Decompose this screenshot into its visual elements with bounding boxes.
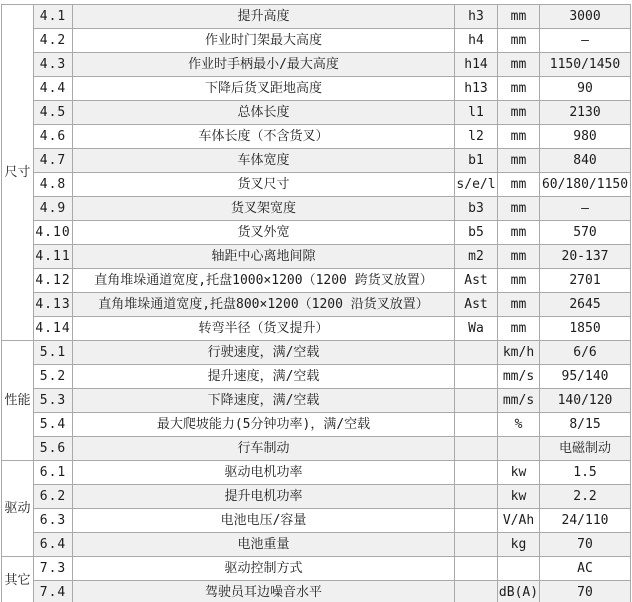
unit-cell: mm — [498, 197, 540, 221]
value-cell: 2645 — [540, 293, 631, 317]
description-cell: 货叉外宽 — [73, 221, 455, 245]
category-cell: 其它 — [2, 557, 34, 602]
table-row — [2, 509, 631, 533]
value-cell: 2.2 — [540, 485, 631, 509]
unit-cell: dB(A) — [498, 581, 540, 602]
unit-cell: mm — [498, 173, 540, 197]
table-row — [2, 365, 631, 389]
value-cell: 20-137 — [540, 245, 631, 269]
value-cell: 60/180/1150 — [540, 173, 631, 197]
unit-cell: mm — [498, 5, 540, 29]
unit-cell: mm — [498, 53, 540, 77]
symbol-cell: s/e/l — [455, 173, 498, 197]
symbol-cell: b1 — [455, 149, 498, 173]
table-row — [2, 437, 631, 461]
symbol-cell — [455, 509, 498, 533]
table-row — [2, 389, 631, 413]
category-cell: 驱动 — [2, 461, 34, 557]
table-row — [2, 533, 631, 557]
row-number-cell: 4.1 — [34, 5, 73, 29]
spec-table-body — [2, 5, 631, 602]
value-cell: 140/120 — [540, 389, 631, 413]
row-number-cell: 5.6 — [34, 437, 73, 461]
row-number-cell: 6.4 — [34, 533, 73, 557]
symbol-cell — [455, 389, 498, 413]
row-number-cell: 4.9 — [34, 197, 73, 221]
description-cell: 提升电机功率 — [73, 485, 455, 509]
symbol-cell — [455, 365, 498, 389]
table-row — [2, 245, 631, 269]
value-cell: 570 — [540, 221, 631, 245]
description-cell: 货叉架宽度 — [73, 197, 455, 221]
row-number-cell: 6.1 — [34, 461, 73, 485]
row-number-cell: 4.14 — [34, 317, 73, 341]
symbol-cell — [455, 533, 498, 557]
row-number-cell: 4.6 — [34, 125, 73, 149]
symbol-cell — [455, 461, 498, 485]
unit-cell: mm — [498, 317, 540, 341]
description-cell: 直角堆垛通道宽度,托盘800×1200（1200 沿货叉放置） — [73, 293, 455, 317]
unit-cell: km/h — [498, 341, 540, 365]
row-number-cell: 4.5 — [34, 101, 73, 125]
row-number-cell: 7.4 — [34, 581, 73, 602]
symbol-cell: h13 — [455, 77, 498, 101]
value-cell: 70 — [540, 533, 631, 557]
row-number-cell: 4.8 — [34, 173, 73, 197]
symbol-cell: Ast — [455, 293, 498, 317]
value-cell: 70 — [540, 581, 631, 602]
symbol-cell: h3 — [455, 5, 498, 29]
symbol-cell: Wa — [455, 317, 498, 341]
unit-cell: mm — [498, 29, 540, 53]
unit-cell: mm — [498, 269, 540, 293]
description-cell: 货叉尺寸 — [73, 173, 455, 197]
value-cell: – — [540, 29, 631, 53]
table-row — [2, 149, 631, 173]
row-number-cell: 7.3 — [34, 557, 73, 581]
symbol-cell: Ast — [455, 269, 498, 293]
table-row — [2, 485, 631, 509]
table-row — [2, 317, 631, 341]
value-cell: 8/15 — [540, 413, 631, 437]
value-cell: – — [540, 197, 631, 221]
description-cell: 行车制动 — [73, 437, 455, 461]
table-row — [2, 125, 631, 149]
unit-cell: % — [498, 413, 540, 437]
row-number-cell: 5.4 — [34, 413, 73, 437]
unit-cell: mm/s — [498, 389, 540, 413]
table-row — [2, 461, 631, 485]
symbol-cell — [455, 581, 498, 602]
value-cell: 2130 — [540, 101, 631, 125]
row-number-cell: 4.2 — [34, 29, 73, 53]
description-cell: 驱动控制方式 — [73, 557, 455, 581]
symbol-cell: h4 — [455, 29, 498, 53]
value-cell: 2701 — [540, 269, 631, 293]
value-cell: 1.5 — [540, 461, 631, 485]
unit-cell: mm — [498, 221, 540, 245]
value-cell: 电磁制动 — [540, 437, 631, 461]
unit-cell: mm — [498, 77, 540, 101]
row-number-cell: 4.4 — [34, 77, 73, 101]
table-row — [2, 29, 631, 53]
description-cell: 行驶速度，满/空载 — [73, 341, 455, 365]
description-cell: 下降后货叉距地高度 — [73, 77, 455, 101]
unit-cell: mm — [498, 245, 540, 269]
unit-cell: kg — [498, 533, 540, 557]
table-row — [2, 293, 631, 317]
description-cell: 电池重量 — [73, 533, 455, 557]
symbol-cell — [455, 341, 498, 365]
description-cell: 作业时手柄最小/最大高度 — [73, 53, 455, 77]
row-number-cell: 4.12 — [34, 269, 73, 293]
unit-cell: V/Ah — [498, 509, 540, 533]
symbol-cell: b5 — [455, 221, 498, 245]
row-number-cell: 6.3 — [34, 509, 73, 533]
description-cell: 驾驶员耳边噪音水平 — [73, 581, 455, 602]
description-cell: 直角堆垛通道宽度,托盘1000×1200（1200 跨货叉放置） — [73, 269, 455, 293]
description-cell: 最大爬坡能力(5分钟功率)，满/空载 — [73, 413, 455, 437]
row-number-cell: 5.2 — [34, 365, 73, 389]
row-number-cell: 4.7 — [34, 149, 73, 173]
description-cell: 电池电压/容量 — [73, 509, 455, 533]
table-row — [2, 557, 631, 581]
unit-cell: mm — [498, 125, 540, 149]
table-row — [2, 5, 631, 29]
unit-cell: kw — [498, 461, 540, 485]
description-cell: 提升高度 — [73, 5, 455, 29]
table-row — [2, 341, 631, 365]
table-row — [2, 173, 631, 197]
unit-cell — [498, 437, 540, 461]
table-row — [2, 221, 631, 245]
value-cell: 1850 — [540, 317, 631, 341]
symbol-cell — [455, 485, 498, 509]
unit-cell: mm — [498, 149, 540, 173]
value-cell: 1150/1450 — [540, 53, 631, 77]
table-row — [2, 53, 631, 77]
unit-cell: mm — [498, 101, 540, 125]
table-row — [2, 413, 631, 437]
description-cell: 作业时门架最大高度 — [73, 29, 455, 53]
table-row — [2, 77, 631, 101]
table-row — [2, 269, 631, 293]
symbol-cell — [455, 413, 498, 437]
symbol-cell: h14 — [455, 53, 498, 77]
description-cell: 驱动电机功率 — [73, 461, 455, 485]
value-cell: 95/140 — [540, 365, 631, 389]
value-cell: AC — [540, 557, 631, 581]
row-number-cell: 4.10 — [34, 221, 73, 245]
unit-cell: mm — [498, 293, 540, 317]
symbol-cell — [455, 557, 498, 581]
description-cell: 总体长度 — [73, 101, 455, 125]
table-row — [2, 197, 631, 221]
value-cell: 980 — [540, 125, 631, 149]
unit-cell: kw — [498, 485, 540, 509]
symbol-cell: l1 — [455, 101, 498, 125]
table-row — [2, 581, 631, 602]
row-number-cell: 4.3 — [34, 53, 73, 77]
symbol-cell: l2 — [455, 125, 498, 149]
value-cell: 24/110 — [540, 509, 631, 533]
description-cell: 轴距中心离地间隙 — [73, 245, 455, 269]
row-number-cell: 4.13 — [34, 293, 73, 317]
row-number-cell: 4.11 — [34, 245, 73, 269]
description-cell: 转弯半径（货叉提升） — [73, 317, 455, 341]
unit-cell — [498, 557, 540, 581]
spec-table — [1, 4, 631, 602]
value-cell: 6/6 — [540, 341, 631, 365]
value-cell: 3000 — [540, 5, 631, 29]
value-cell: 90 — [540, 77, 631, 101]
unit-cell: mm/s — [498, 365, 540, 389]
symbol-cell: b3 — [455, 197, 498, 221]
row-number-cell: 5.3 — [34, 389, 73, 413]
description-cell: 提升速度，满/空载 — [73, 365, 455, 389]
row-number-cell: 5.1 — [34, 341, 73, 365]
symbol-cell — [455, 437, 498, 461]
row-number-cell: 6.2 — [34, 485, 73, 509]
symbol-cell: m2 — [455, 245, 498, 269]
description-cell: 车体宽度 — [73, 149, 455, 173]
category-cell: 性能 — [2, 341, 34, 461]
value-cell: 840 — [540, 149, 631, 173]
description-cell: 下降速度，满/空载 — [73, 389, 455, 413]
category-cell: 尺寸 — [2, 5, 34, 341]
description-cell: 车体长度（不含货叉） — [73, 125, 455, 149]
table-row — [2, 101, 631, 125]
